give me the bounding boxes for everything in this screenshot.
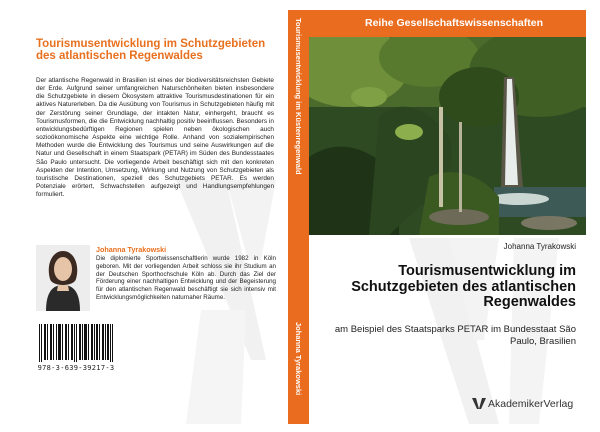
isbn-number: 978-3-639-39217-3 [37,364,115,372]
back-blurb: Der atlantische Regenwald in Brasilien ist eines der biodiversitätsreichsten Gebiete der Erde. Aufgrund seiner umfangreichen Naturschönheiten bieten insbesondere die Schutzgebiete in diesem Ökosystem attraktive Tourismusdestinationen für ein aktives Naturerleben. Da die Ausübung von Tourismus in Schutzgebieten häufig mit der Zerstörung seiner Grundlage, der intakten Natur, einhergeht, braucht es Tourismusformen, die die Entwicklung nachhaltig positiv beeinflussen. Besonders in entwicklungsbedürftigen Regionen spielen neben ökologischen auch sozioökonomische Aspekte eine wichtige Rolle. Anhand von sozialempirischen Methoden wurde die Entwicklung des Tourismus und seine Auswirkungen auf die Natur und Gesellschaft in einem Staatspark (PETAR) im Süden des Bundesstaates São Paulo untersucht. Die vorliegende Arbeit beschäftigt sich mit den konkreten Aspekten der Intention, Umsetzung, Wirkung und Nutzung von Schutzgebieten als touristische Destinationen, speziell des Schutzgebiets PETAR. Es werden Potenziale erörtert, Schwachstellen aufgezeigt und Handlungsempfehlungen formuliert. [36,77,274,199]
back-title: Tourismusentwicklung im Schutzgebieten des atlantischen Regenwaldes [36,38,266,62]
back-cover [26,10,288,424]
front-subtitle: am Beispiel des Staatsparks PETAR im Bundesstaat São Paulo, Brasilien [334,324,576,347]
author-bio: Die diplomierte Sportwissenschaftlerin wurde 1982 in Köln geboren. Mit der vorliegenden Arbeit schloss sie ihr Studium an der Deutschen Sporthochschule Köln ab. Durch das Ziel der Förderung einer nachhaltigen Entwicklung und der Begeisterung für den atlantischen Regenwald beschäftigt sie sich intensiv mit Entwicklungsmöglichkeiten naturnaher Räume. [96,255,276,301]
spine-author: Johanna Tyrakowski [294,322,303,396]
decorative-v-shape [309,10,586,424]
front-cover [309,10,586,424]
front-author: Johanna Tyrakowski [503,242,576,251]
front-title: Tourismusentwicklung im Schutzgebieten des atlantischen Regenwaldes [351,263,576,310]
spine [288,10,309,424]
book-cover [26,10,586,424]
publisher [472,397,576,413]
series-label: Reihe Gesellschaftswissenschaften [365,17,543,29]
barcode [36,322,116,374]
barcode-icon [36,322,116,364]
publisher-logo-icon [472,397,486,411]
publisher-name: AkademikerVerlag [488,398,574,410]
spine-title: Tourismusentwicklung im Küstenregenwald [294,18,303,175]
author-photo [36,245,90,311]
author-name: Johanna Tyrakowski [96,245,167,254]
